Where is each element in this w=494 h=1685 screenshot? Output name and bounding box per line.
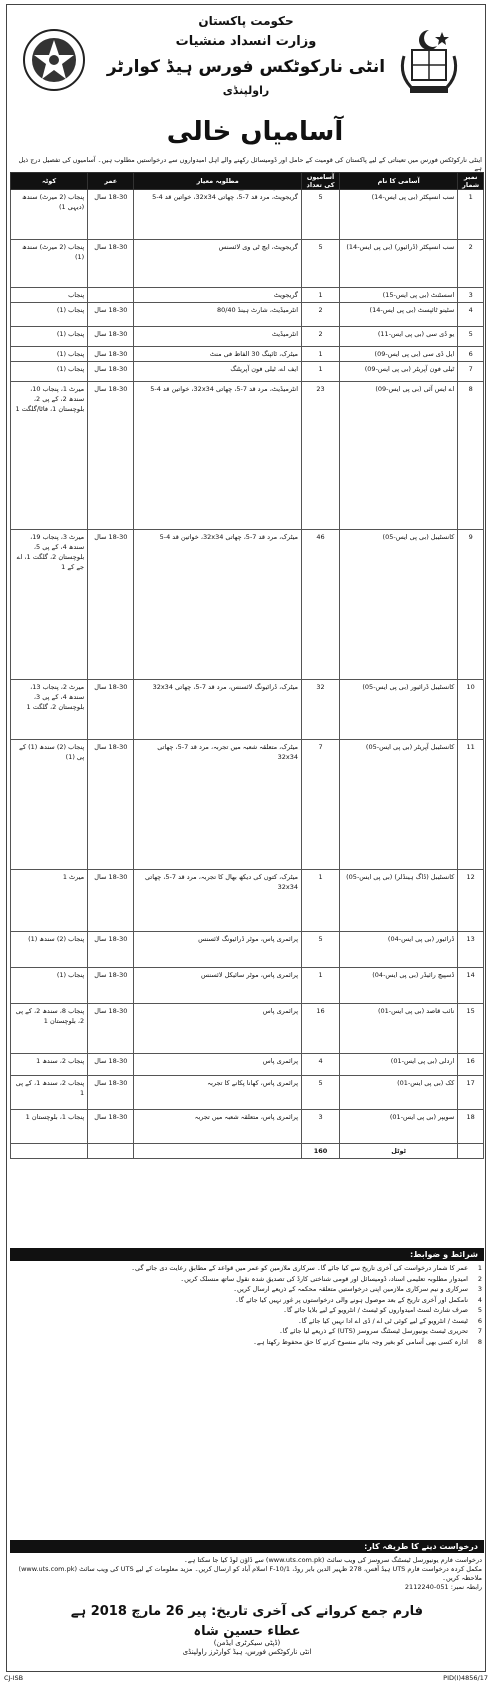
cell-quota: پنجاب 1، بلوچستان 1 (11, 1110, 88, 1144)
cell-criteria: میٹرک، ڈرائیونگ لائسنس، مرد قد 7-5، چھاتی 32x34 (134, 680, 302, 740)
signer-org: انٹی نارکوٹکس فورس، ہیڈ کوارٹرز راولپنڈی (182, 1648, 312, 1656)
cell-serial: 1 (458, 190, 484, 240)
cell-quota: پنجاب (1) (11, 347, 88, 362)
cell-total-value: 160 (302, 1144, 340, 1159)
cell-post: کانسٹیبل آپریٹر (بی پی ایس-05) (340, 740, 458, 870)
cell-post: ڈسپیچ رائیڈر (بی پی ایس-04) (340, 968, 458, 1004)
cell-post: کانسٹیبل ڈرائیور (بی پی ایس-05) (340, 680, 458, 740)
terms-item (12, 1306, 482, 1315)
cell-quota: پنجاب 2، سندھ 1 (11, 1054, 88, 1076)
cell-count: 7 (302, 740, 340, 870)
cell-serial: 13 (458, 932, 484, 968)
cell-post: ایل ڈی سی (بی پی ایس-09) (340, 347, 458, 362)
cell-count: 1 (302, 968, 340, 1004)
table-row (11, 240, 484, 288)
cell-post: اے ایس آئی (بی پی ایس-09) (340, 382, 458, 530)
cell-serial: 16 (458, 1054, 484, 1076)
footer-pid: PID(I)4856/17 (443, 1674, 488, 1682)
col-header-age: عمر (88, 173, 134, 190)
header (10, 8, 482, 108)
cell-post: نائب قاصد (بی پی ایس-01) (340, 1004, 458, 1054)
cell-age: 18-30 سال (88, 303, 134, 327)
header-ministry: وزارت انسداد منشیات (175, 34, 317, 49)
cell-count: 3 (302, 1110, 340, 1144)
table-row (11, 1110, 484, 1144)
cell-criteria: پرائمری پاس، موٹر ڈرائیونگ لائسنس (134, 932, 302, 968)
cell-age: 18-30 سال (88, 347, 134, 362)
cell-age: 18-30 سال (88, 740, 134, 870)
cell-criteria: پرائمری پاس (134, 1054, 302, 1076)
cell-count: 23 (302, 382, 340, 530)
table-body (11, 190, 484, 1159)
col-header-count: آسامیوں کی تعداد (302, 173, 340, 190)
cell-quota: پنجاب 8، سندھ 2، کے پی 2، بلوچستان 1 (11, 1004, 88, 1054)
cell-post: سب انسپکٹر (ڈرائیور) (بی پی ایس-14) (340, 240, 458, 288)
deadline-text: فارم جمع کروانے کی آخری تاریخ: پیر 26 مارچ 2018 ہے (70, 1604, 424, 1619)
cell-age: 18-30 سال (88, 362, 134, 382)
terms-heading: شرائط و ضوابط: (10, 1248, 484, 1261)
page-title: آسامیاں خالی (166, 117, 344, 147)
cell-quota: میرٹ 3، پنجاب 19، سندھ 4، کے پی 5، بلوچستان 2، گلگت 1، اے جے کے 1 (11, 530, 88, 680)
cell-count: 2 (302, 303, 340, 327)
cell-quota: پنجاب (2 میرٹ) سندھ (دیہی 1) (11, 190, 88, 240)
terms-item-number: 4 (477, 1295, 482, 1304)
cell-age: 18-30 سال (88, 327, 134, 347)
table-row (11, 968, 484, 1004)
table-row (11, 288, 484, 303)
howto-heading: درخواست دینے کا طریقہ کار: (10, 1540, 484, 1553)
howto-line: رابطہ نمبر: 051-2112240 (404, 1583, 482, 1591)
cell-criteria: انٹرمیڈیٹ (134, 327, 302, 347)
cell-quota: پنجاب (11, 288, 88, 303)
cell-criteria: انٹرمیڈیٹ، شارٹ ہینڈ 80/40 (134, 303, 302, 327)
col-header-criteria: مطلوبہ معیار (134, 173, 302, 190)
table-row (11, 530, 484, 680)
cell-serial: 18 (458, 1110, 484, 1144)
col-header-serial: نمبر شمار (458, 173, 484, 190)
cell-serial: 14 (458, 968, 484, 1004)
cell-age: 18-30 سال (88, 530, 134, 680)
terms-item-text: امیدوار مطلوبہ تعلیمی اسناد، ڈومیسائل اور قومی شناختی کارڈ کی تصدیق شدہ نقول ساتھ منسلک کریں۔ (180, 1274, 468, 1283)
cell-count: 5 (302, 240, 340, 288)
cell-count: 1 (302, 870, 340, 932)
table-row (11, 303, 484, 327)
cell-criteria: پرائمری پاس، کھانا پکانے کا تجربہ (134, 1076, 302, 1110)
cell-serial: 15 (458, 1004, 484, 1054)
cell-count: 4 (302, 1054, 340, 1076)
cell-post: کک (بی پی ایس-01) (340, 1076, 458, 1110)
terms-item-number: 2 (477, 1274, 482, 1283)
cell-serial: 5 (458, 327, 484, 347)
cell-age: 18-30 سال (88, 382, 134, 530)
terms-item-text: نامکمل اور آخری تاریخ کے بعد موصول ہونے والی درخواستوں پر غور نہیں کیا جائے گا۔ (235, 1295, 468, 1304)
cell-quota: پنجاب (2 میرٹ) سندھ (1) (11, 240, 88, 288)
terms-item-text: سرکاری و نیم سرکاری ملازمین اپنی درخواستیں متعلقہ محکمہ کے ذریعے ارسال کریں۔ (233, 1285, 468, 1293)
cell-serial: 8 (458, 382, 484, 530)
cell-quota: میرٹ 1، پنجاب 10، سندھ 2، کے پی 2، بلوچستان 1، فاٹا/گلگت 1 (11, 382, 88, 530)
cell-serial: 3 (458, 288, 484, 303)
terms-item-number: 3 (477, 1285, 482, 1293)
cell-criteria: ایف اے، ٹیلی فون آپریٹنگ (134, 362, 302, 382)
terms-item (12, 1285, 482, 1294)
cell-serial: 10 (458, 680, 484, 740)
cell-quota: میرٹ 2، پنجاب 13، سندھ 4، کے پی 3، بلوچستان 2، گلگت 1 (11, 680, 88, 740)
table-row (11, 1004, 484, 1054)
terms-item-number: 5 (477, 1306, 482, 1314)
cell-age: 18-30 سال (88, 680, 134, 740)
header-city: راولپنڈی (222, 84, 270, 97)
terms-item (12, 1338, 482, 1347)
cell-serial: 2 (458, 240, 484, 288)
cell-age: 18-30 سال (88, 968, 134, 1004)
cell-serial: 4 (458, 303, 484, 327)
terms-item-number: 7 (477, 1327, 482, 1335)
footer-code-left: CJ-ISB (4, 1674, 24, 1682)
cell-serial: 6 (458, 347, 484, 362)
cell-count: 32 (302, 680, 340, 740)
cell-count: 16 (302, 1004, 340, 1054)
cell-age (88, 288, 134, 303)
terms-list (12, 1264, 482, 1348)
cell-age: 18-30 سال (88, 1004, 134, 1054)
table-header-row (11, 173, 484, 190)
cell-total-label: ٹوٹل (340, 1144, 458, 1159)
cell-age: 18-30 سال (88, 1076, 134, 1110)
cell-empty (88, 1144, 134, 1159)
table-row (11, 1054, 484, 1076)
cell-quota: پنجاب 2، سندھ 1، کے پی 1 (11, 1076, 88, 1110)
cell-criteria: میٹرک، متعلقہ شعبہ میں تجربہ، مرد قد 7-5، چھاتی 32x34 (134, 740, 302, 870)
col-header-post: آسامی کا نام (340, 173, 458, 190)
howto-line: درخواست فارم یونیورسل ٹیسٹنگ سروسز کی ویب سائٹ (www.uts.com.pk) سے ڈاؤن لوڈ کیا جا سکتا ہے۔ (183, 1556, 482, 1564)
header-government: حکومت پاکستان (198, 14, 294, 28)
cell-count: 5 (302, 190, 340, 240)
terms-item-text: ٹیسٹ / انٹرویو کے لیے کوئی ٹی اے / ڈی اے ادا نہیں کیا جائے گا۔ (297, 1316, 468, 1325)
cell-quota: پنجاب (1) (11, 303, 88, 327)
cell-quota: پنجاب (2) سندھ (1) کے پی (1) (11, 740, 88, 870)
cell-age: 18-30 سال (88, 190, 134, 240)
cell-post: کانسٹیبل (بی پی ایس-05) (340, 530, 458, 680)
table-row (11, 932, 484, 968)
table-row (11, 870, 484, 932)
cell-criteria: پرائمری پاس (134, 1004, 302, 1054)
cell-empty (11, 1144, 88, 1159)
cell-serial: 11 (458, 740, 484, 870)
terms-item (12, 1296, 482, 1305)
cell-serial: 12 (458, 870, 484, 932)
cell-count: 2 (302, 327, 340, 347)
cell-count: 5 (302, 932, 340, 968)
header-organization: انٹی نارکوٹکس فورس ہیڈ کوارٹر (106, 57, 386, 77)
cell-criteria: پرائمری پاس، متعلقہ شعبہ میں تجربہ (134, 1110, 302, 1144)
table-row (11, 190, 484, 240)
cell-criteria: گریجویٹ (134, 288, 302, 303)
cell-age: 18-30 سال (88, 240, 134, 288)
terms-item (12, 1264, 482, 1273)
cell-age: 18-30 سال (88, 932, 134, 968)
cell-criteria: میٹرک، مرد قد 7-5، چھاتی 32x34، خواتین قد 4-5 (134, 530, 302, 680)
cell-count: 46 (302, 530, 340, 680)
cell-count: 1 (302, 288, 340, 303)
cell-post: ڈرائیور (بی پی ایس-04) (340, 932, 458, 968)
cell-quota: پنجاب (1) (11, 327, 88, 347)
cell-post: اسسٹنٹ (بی پی ایس-15) (340, 288, 458, 303)
terms-item (12, 1327, 482, 1336)
cell-criteria: گریجویٹ، مرد قد 7-5، چھاتی 32x34، خواتین قد 4-5 (134, 190, 302, 240)
cell-age: 18-30 سال (88, 870, 134, 932)
table-row (11, 327, 484, 347)
terms-item-text: صرف شارٹ لسٹ امیدواروں کو ٹیسٹ / انٹرویو کے لیے بلایا جائے گا۔ (283, 1306, 468, 1314)
table-row (11, 740, 484, 870)
cell-criteria: میٹرک، کتوں کی دیکھ بھال کا تجربہ، مرد قد 7-5، چھاتی 32x34 (134, 870, 302, 932)
cell-post: اردلی (بی پی ایس-01) (340, 1054, 458, 1076)
table-row (11, 362, 484, 382)
cell-count: 1 (302, 362, 340, 382)
terms-item-text: ادارہ کسی بھی آسامی کو بغیر وجہ بتائے منسوخ کرنے کا حق محفوظ رکھتا ہے۔ (253, 1337, 468, 1346)
cell-post: سب انسپکٹر (بی پی ایس-14) (340, 190, 458, 240)
cell-post: ٹیلی فون آپریٹر (بی پی ایس-09) (340, 362, 458, 382)
cell-criteria: انٹرمیڈیٹ، مرد قد 7-5، چھاتی 32x34، خواتین قد 4-5 (134, 382, 302, 530)
col-header-quota: کوٹہ (11, 173, 88, 190)
table-row (11, 680, 484, 740)
cell-criteria: گریجویٹ، ایچ ٹی وی لائسنس (134, 240, 302, 288)
cell-empty (134, 1144, 302, 1159)
cell-empty (458, 1144, 484, 1159)
cell-serial: 17 (458, 1076, 484, 1110)
howto-line: مکمل کردہ درخواست فارم UTS ہیڈ آفس، 278 ظہیر الدین بابر روڈ، F-10/1 اسلام آباد کو ارسال کریں۔ مزید معلومات کے لیے UTS کی ویب سائٹ (www.uts.com.pk) ملاحظہ کریں۔ (18, 1565, 482, 1582)
cell-count: 1 (302, 347, 340, 362)
cell-criteria: میٹرک، ٹائپنگ 30 الفاظ فی منٹ (134, 347, 302, 362)
cell-age: 18-30 سال (88, 1110, 134, 1144)
table-row (11, 347, 484, 362)
terms-item-text: عمر کا شمار درخواست کی آخری تاریخ سے کیا جائے گا۔ سرکاری ملازمین کو عمر میں قواعد کے مطابق رعایت دی جائے گی۔ (131, 1264, 468, 1272)
cell-count: 5 (302, 1076, 340, 1110)
cell-post: سویپر (بی پی ایس-01) (340, 1110, 458, 1144)
vacancies-table (10, 172, 484, 1159)
terms-item-number: 8 (477, 1337, 482, 1346)
terms-item (12, 1275, 482, 1284)
terms-item-number: 6 (477, 1316, 482, 1325)
intro-text: اینٹی نارکوٹکس فورس میں تعیناتی کے لیے پاکستان کی قومیت کے حامل اور ڈومیسائل رکھنے والے اہل امیدواروں سے درخواستیں مطلوب ہیں۔ آسامیوں کی تفصیل درج ذیل ہے (18, 156, 482, 172)
terms-item (12, 1317, 482, 1326)
cell-quota: پنجاب (1) (11, 968, 88, 1004)
cell-serial: 7 (458, 362, 484, 382)
cell-post: کانسٹیبل (ڈاگ ہینڈلر) (بی پی ایس-05) (340, 870, 458, 932)
signer-name: عطاء حسین شاہ (193, 1624, 301, 1639)
cell-serial: 9 (458, 530, 484, 680)
cell-criteria: پرائمری پاس، موٹر سائیکل لائسنس (134, 968, 302, 1004)
table-total-row (11, 1144, 484, 1159)
terms-item-text: تحریری ٹیسٹ یونیورسل ٹیسٹنگ سروسز (UTS) کے ذریعے لیا جائے گا۔ (278, 1327, 468, 1335)
terms-item-number: 1 (477, 1264, 482, 1272)
howto-text (12, 1556, 482, 1592)
cell-quota: پنجاب (2) سندھ (1) (11, 932, 88, 968)
cell-quota: پنجاب (1) (11, 362, 88, 382)
table-row (11, 382, 484, 530)
cell-age: 18-30 سال (88, 1054, 134, 1076)
cell-quota: میرٹ 1 (11, 870, 88, 932)
table-row (11, 1076, 484, 1110)
cell-post: یو ڈی سی (بی پی ایس-11) (340, 327, 458, 347)
signer-title: (ڈپٹی سیکرٹری ایڈمن) (213, 1639, 281, 1647)
signature-block (10, 1624, 484, 1657)
cell-post: سٹینو ٹائپسٹ (بی پی ایس-14) (340, 303, 458, 327)
